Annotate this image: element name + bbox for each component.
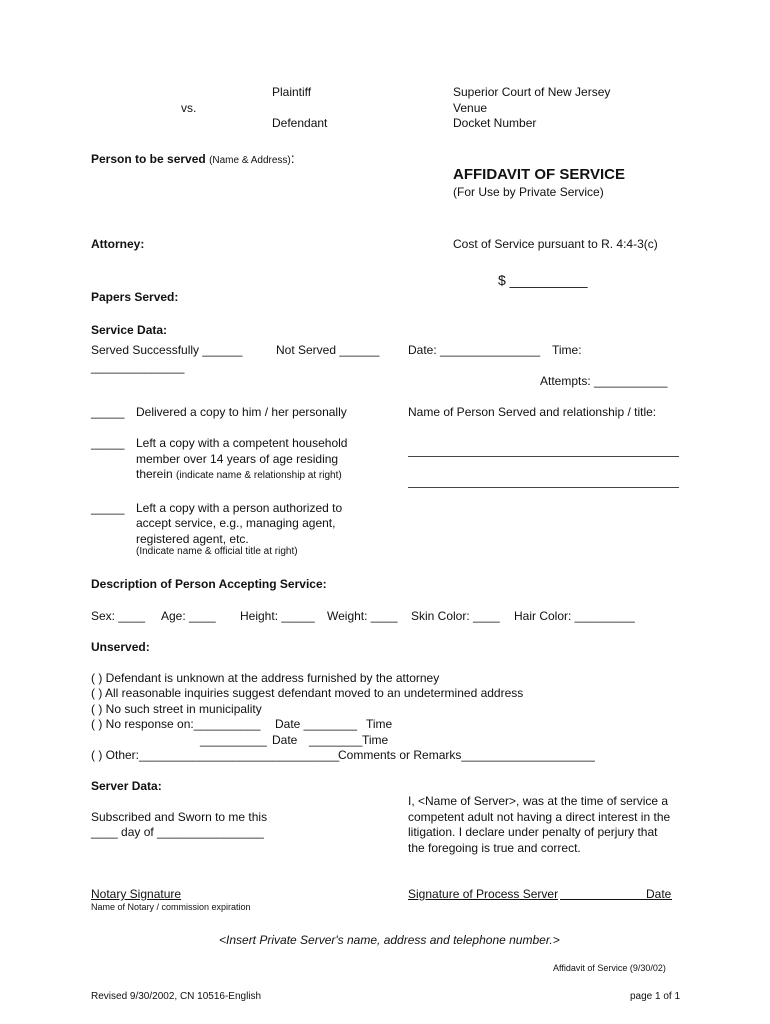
- attempts-field[interactable]: Attempts: ___________: [540, 374, 668, 388]
- option-authorized-line1: Left a copy with a person authorized to: [136, 501, 343, 515]
- declaration-line-3: litigation. I declare under penalty of perjury that: [408, 825, 658, 839]
- no-response-time-label-1: Time: [366, 717, 393, 731]
- document-subtitle: (For Use by Private Service): [453, 185, 604, 199]
- unserved-unknown[interactable]: ( ) Defendant is unknown at the address furnished by the attorney: [91, 671, 440, 685]
- insert-server-info: <Insert Private Server's name, address and telephone number.>: [219, 933, 560, 947]
- option-delivered-personally: Delivered a copy to him / her personally: [136, 405, 347, 419]
- hair-color-field[interactable]: Hair Color: _________: [514, 609, 635, 623]
- option-household-line2: member over 14 years of age residing: [136, 452, 339, 466]
- option-authorized-line2: accept service, e.g., managing agent,: [136, 516, 336, 530]
- unserved-no-street[interactable]: ( ) No such street in municipality: [91, 702, 262, 716]
- option-household-line3: [136, 467, 342, 481]
- service-data-label: Service Data:: [91, 323, 168, 337]
- option-blank-2[interactable]: _____: [91, 436, 125, 450]
- no-response-time-blank-2[interactable]: ________: [309, 733, 363, 747]
- document-title: AFFIDAVIT OF SERVICE: [453, 166, 625, 183]
- person-served-label: Person to be served: [91, 152, 206, 166]
- height-field[interactable]: Height: _____: [240, 609, 315, 623]
- court-name: Superior Court of New Jersey: [453, 85, 611, 99]
- name-of-person-served-label: Name of Person Served and relationship / title:: [408, 405, 657, 419]
- comments-remarks-field[interactable]: Comments or Remarks____________________: [338, 748, 595, 762]
- sex-field[interactable]: Sex: ____: [91, 609, 146, 623]
- attorney-label: Attorney:: [91, 237, 145, 251]
- unserved-moved[interactable]: ( ) All reasonable inquiries suggest defendant moved to an undetermined address: [91, 686, 524, 700]
- sworn-day-field[interactable]: ____ day of ________________: [91, 825, 264, 839]
- revised-note: Revised 9/30/2002, CN 10516-English: [91, 991, 262, 1002]
- notary-subtext: Name of Notary / commission expiration: [91, 902, 251, 912]
- notary-signature[interactable]: Notary Signature: [91, 887, 182, 901]
- page-number: page 1 of 1: [630, 991, 681, 1002]
- unserved-no-response[interactable]: ( ) No response on:__________: [91, 717, 261, 731]
- service-time-label: Time:: [552, 343, 582, 357]
- no-response-date-1[interactable]: Date ________: [275, 717, 358, 731]
- vs-label: vs.: [181, 101, 197, 115]
- no-response-blank-2[interactable]: __________: [200, 733, 267, 747]
- option-authorized-line3: registered agent, etc.: [136, 532, 249, 546]
- no-response-date-label-2: Date: [272, 733, 298, 747]
- service-time-field[interactable]: ______________: [91, 360, 185, 374]
- option-household-line1: Left a copy with a competent household: [136, 436, 348, 450]
- declaration-line-1: I, <Name of Server>, was at the time of service a: [408, 794, 669, 808]
- option-household-hint: (indicate name & relationship at right): [176, 470, 342, 481]
- option-authorized-hint: (Indicate name & official title at right): [136, 546, 298, 557]
- sworn-line-1: Subscribed and Sworn to me this: [91, 810, 268, 824]
- docket-label: Docket Number: [453, 116, 537, 130]
- cost-amount-field[interactable]: $ __________: [498, 272, 588, 288]
- plaintiff-label: Plaintiff: [272, 85, 312, 99]
- not-served-field[interactable]: Not Served ______: [276, 343, 380, 357]
- age-field[interactable]: Age: ____: [161, 609, 216, 623]
- unserved-label: Unserved:: [91, 640, 150, 654]
- served-successfully-field[interactable]: Served Successfully ______: [91, 343, 243, 357]
- server-data-label: Server Data:: [91, 779, 162, 793]
- papers-served-label: Papers Served:: [91, 290, 179, 304]
- name-line-2[interactable]: [408, 487, 679, 488]
- defendant-label: Defendant: [272, 116, 328, 130]
- declaration-line-2: competent adult not having a direct interest in the: [408, 810, 671, 824]
- unserved-other[interactable]: ( ) Other:______________________________: [91, 748, 340, 762]
- person-served-colon: :: [290, 150, 295, 166]
- venue-label: Venue: [453, 101, 488, 115]
- option-blank-3[interactable]: _____: [91, 501, 125, 515]
- cost-label: Cost of Service pursuant to R. 4:4-3(c): [453, 237, 658, 251]
- no-response-time-label-2: Time: [362, 733, 389, 747]
- signature-date-label: Date: [646, 887, 672, 901]
- option-blank-1[interactable]: _____: [91, 405, 125, 419]
- process-server-signature[interactable]: Signature of Process Server: [408, 887, 559, 901]
- option-household-therein: therein: [136, 467, 173, 481]
- name-line-1[interactable]: [408, 456, 679, 457]
- person-to-be-served: [91, 150, 295, 166]
- description-label: Description of Person Accepting Service:: [91, 577, 327, 591]
- declaration-line-4: the foregoing is true and correct.: [408, 841, 581, 855]
- person-served-hint: (Name & Address): [209, 155, 291, 166]
- skin-color-field[interactable]: Skin Color: ____: [411, 609, 500, 623]
- form-id: Affidavit of Service (9/30/02): [553, 963, 666, 973]
- service-date-field[interactable]: Date: _______________: [408, 343, 541, 357]
- weight-field[interactable]: Weight: ____: [327, 609, 398, 623]
